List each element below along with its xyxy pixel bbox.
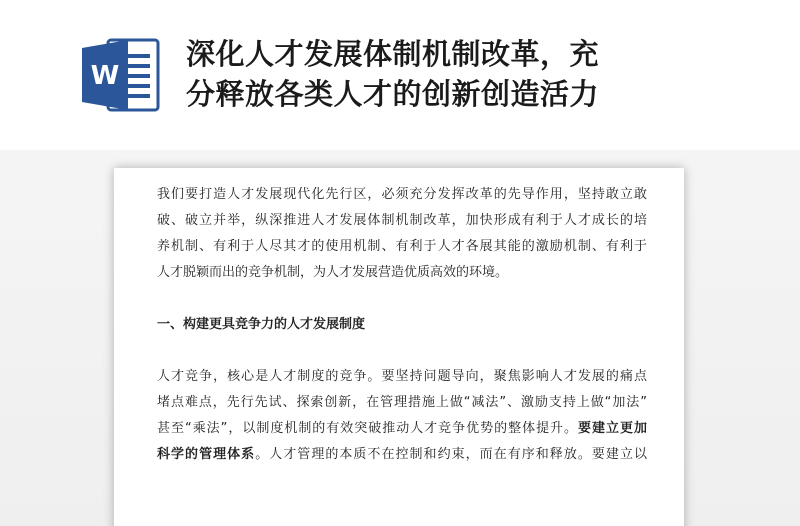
paragraph-gap [157, 286, 647, 312]
page-title [186, 34, 746, 114]
document-page [114, 168, 684, 526]
header-banner [0, 0, 800, 150]
section-1-line-4 [157, 442, 647, 468]
section-1-bold-tail: 要建立更加 [578, 421, 647, 436]
section-1-line-3-text: 甚至“乘法”，以制度机制的有效突破推动人才竞争优势的整体提升。 [157, 421, 579, 436]
intro-line-1: 我们要打造人才发展现代化先行区，必须充分发挥改革的先导作用，坚持敢立敢 [157, 187, 647, 202]
section-1-line-4-text: 。人才管理的本质不在控制和约束，而在有序和释放。要建立以 [255, 447, 647, 462]
section-1-line-2: 堵点难点，先行先试、探索创新，在管理措施上做“减法”、激励支持上做“加法” [157, 395, 647, 410]
section-1-heading: 一、构建更具竞争力的人才发展制度 [157, 317, 366, 332]
section-1-line-1: 人才竞争，核心是人才制度的竞争。要坚持问题导向，聚焦影响人才发展的痛点 [157, 369, 647, 384]
section-1-bold-phrase: 科学的管理体系 [157, 447, 256, 462]
document-body [157, 182, 647, 468]
intro-line-3: 养机制、有利于人尽其才的使用机制、有利于人才各展其能的激励机制、有利于 [157, 239, 647, 254]
title-line-2: 分释放各类人才的创新创造活力 [186, 77, 600, 111]
word-doc-icon [78, 32, 164, 118]
paragraph-gap [157, 338, 647, 364]
section-1-line-3 [157, 416, 647, 442]
title-line-1: 深化人才发展体制机制改革，充 [186, 37, 600, 71]
intro-line-2: 破、破立并举，纵深推进人才发展体制机制改革，加快形成有利于人才成长的培 [157, 213, 647, 228]
word-icon-letter: W [90, 61, 120, 91]
intro-line-4: 人才脱颖而出的竞争机制，为人才发展营造优质高效的环境。 [157, 265, 509, 280]
